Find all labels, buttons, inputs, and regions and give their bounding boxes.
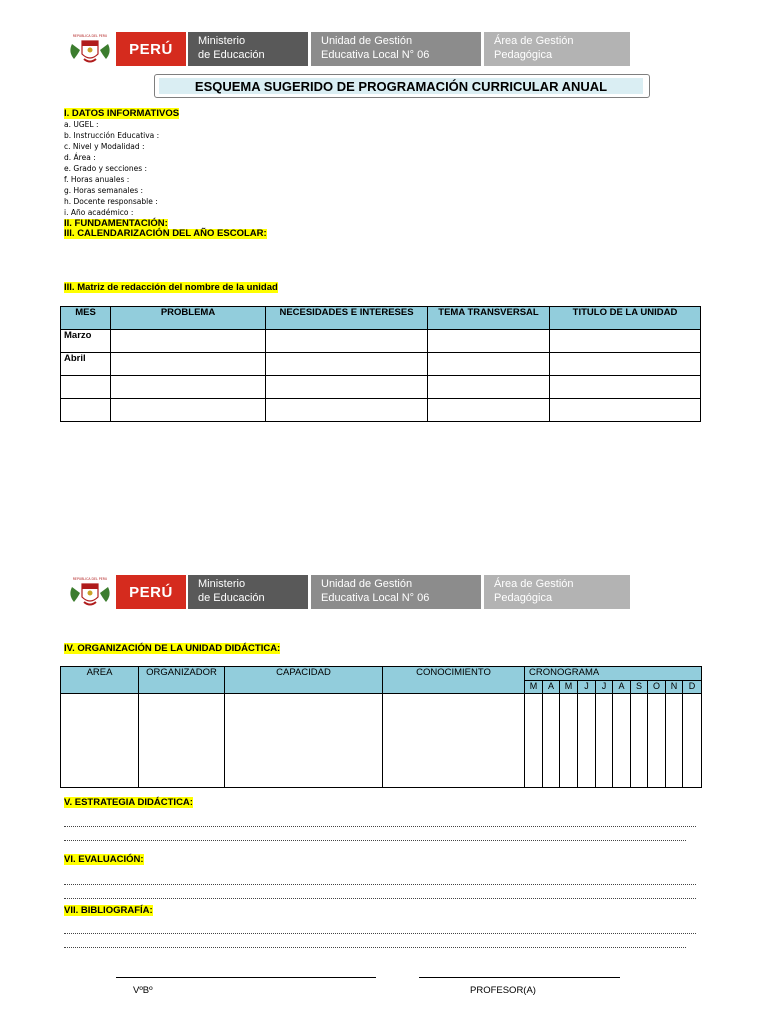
ministerio-line1: Ministerio: [198, 35, 246, 47]
table-row: [61, 399, 701, 422]
table-row: [61, 376, 701, 399]
unidad-col-conocimiento: CONOCIMIENTO: [383, 667, 525, 694]
table-cell[interactable]: [550, 376, 701, 399]
table-cell[interactable]: [428, 330, 550, 353]
table-cell[interactable]: [428, 399, 550, 422]
ministerio-box: [188, 575, 308, 609]
matrix-table: [60, 306, 701, 422]
month-cell: M: [560, 681, 578, 694]
ministerio-line1: Ministerio: [198, 578, 246, 590]
area-gestion-box: [484, 32, 630, 66]
ugel-line1: Unidad de Gestión: [321, 578, 413, 590]
month-cell: O: [648, 681, 666, 694]
datos-item: d. Área :: [64, 153, 96, 162]
table-row: [61, 353, 701, 376]
dotted-line[interactable]: [64, 840, 686, 841]
datos-item: g. Horas semanales :: [64, 186, 144, 195]
table-cell[interactable]: [61, 399, 111, 422]
table-cell[interactable]: [266, 330, 428, 353]
month-cell: M: [525, 681, 543, 694]
datos-item: a. UGEL :: [64, 120, 99, 129]
seal-caption: REPUBLICA DEL PERU: [72, 577, 108, 581]
table-cell[interactable]: [631, 694, 648, 788]
section-3-heading: III. CALENDARIZACIÓN DEL AÑO ESCOLAR:: [64, 228, 267, 239]
matrix-heading: III. Matriz de redacción del nombre de la unidad: [64, 282, 278, 293]
dotted-line[interactable]: [64, 947, 686, 948]
table-cell[interactable]: [139, 694, 225, 788]
table-cell[interactable]: [266, 353, 428, 376]
area-gestion-line1: Área de Gestión: [494, 578, 574, 590]
section-4-heading: IV. ORGANIZACIÓN DE LA UNIDAD DIDÁCTICA:: [64, 643, 281, 654]
document-title: ESQUEMA SUGERIDO DE PROGRAMACIÓN CURRICULAR ANUAL: [159, 78, 643, 94]
table-cell[interactable]: [525, 694, 543, 788]
seal-caption: REPUBLICA DEL PERU: [72, 34, 108, 38]
month-cell: A: [543, 681, 560, 694]
matrix-col-mes: MES: [61, 307, 111, 330]
section-1-heading: I. DATOS INFORMATIVOS: [64, 108, 180, 119]
peru-label: PERÚ: [116, 32, 186, 66]
table-cell[interactable]: [111, 399, 266, 422]
signature-line-vobo[interactable]: [116, 977, 376, 978]
ministerio-line2: de Educación: [198, 48, 265, 61]
table-cell[interactable]: [61, 376, 111, 399]
ugel-box: [311, 32, 481, 66]
table-cell[interactable]: [111, 376, 266, 399]
datos-item: c. Nivel y Modalidad :: [64, 142, 145, 151]
table-cell[interactable]: [266, 399, 428, 422]
matrix-col-tema: TEMA TRANSVERSAL: [428, 307, 550, 330]
table-row: [61, 330, 701, 353]
matrix-col-necesidades: NECESIDADES E INTERESES: [266, 307, 428, 330]
month-cell: S: [631, 681, 648, 694]
national-seal-icon: [64, 32, 116, 66]
unidad-table: [60, 666, 702, 788]
document-title-box: [154, 74, 650, 98]
table-cell[interactable]: [596, 694, 613, 788]
table-cell[interactable]: [428, 353, 550, 376]
section-6-heading: VI. EVALUACIÓN:: [64, 854, 144, 865]
table-row: [61, 694, 702, 788]
month-cell: J: [578, 681, 596, 694]
area-gestion-line2: Pedagógica: [494, 591, 553, 604]
unidad-col-area: AREA: [61, 667, 139, 694]
area-gestion-line2: Pedagógica: [494, 48, 553, 61]
dotted-line[interactable]: [64, 884, 696, 885]
table-cell[interactable]: [560, 694, 578, 788]
area-gestion-box: [484, 575, 630, 609]
table-cell[interactable]: [550, 330, 701, 353]
ministerio-line2: de Educación: [198, 591, 265, 604]
table-cell[interactable]: [61, 694, 139, 788]
month-cell: D: [683, 681, 702, 694]
table-cell[interactable]: Abril: [61, 353, 111, 376]
table-cell[interactable]: [543, 694, 560, 788]
month-cell: J: [596, 681, 613, 694]
header-banner: [64, 32, 630, 66]
table-cell[interactable]: [428, 376, 550, 399]
section-2-heading: II. FUNDAMENTACIÓN:: [64, 218, 168, 229]
unidad-col-organizador: ORGANIZADOR: [139, 667, 225, 694]
table-cell[interactable]: [683, 694, 702, 788]
table-cell[interactable]: [578, 694, 596, 788]
datos-item: h. Docente responsable :: [64, 197, 158, 206]
ugel-box: [311, 575, 481, 609]
table-cell[interactable]: [550, 353, 701, 376]
table-cell[interactable]: [648, 694, 666, 788]
header-banner-2: [64, 575, 630, 609]
profesor-label: PROFESOR(A): [470, 985, 536, 996]
datos-item: i. Año académico :: [64, 208, 134, 217]
table-cell[interactable]: [225, 694, 383, 788]
ugel-line1: Unidad de Gestión: [321, 35, 413, 47]
section-5-heading: V. ESTRATEGIA DIDÁCTICA:: [64, 797, 193, 808]
datos-item: f. Horas anuales :: [64, 175, 130, 184]
vobo-label: VºBº: [133, 985, 153, 996]
table-cell[interactable]: Marzo: [61, 330, 111, 353]
table-cell[interactable]: [111, 330, 266, 353]
datos-informativos-list: [64, 119, 159, 218]
month-cell: N: [666, 681, 683, 694]
month-cell: A: [613, 681, 631, 694]
matrix-col-problema: PROBLEMA: [111, 307, 266, 330]
area-gestion-line1: Área de Gestión: [494, 35, 574, 47]
ugel-line2: Educativa Local N° 06: [321, 591, 430, 604]
matrix-header-row: [61, 307, 701, 330]
peru-label: PERÚ: [116, 575, 186, 609]
table-cell[interactable]: [613, 694, 631, 788]
signature-line-profesor[interactable]: [419, 977, 620, 978]
ugel-line2: Educativa Local N° 06: [321, 48, 430, 61]
datos-item: b. Instrucción Educativa :: [64, 131, 160, 140]
national-seal-icon: [64, 575, 116, 609]
unidad-header-row: [61, 667, 702, 681]
section-7-heading: VII. BIBLIOGRAFÍA:: [64, 905, 153, 916]
table-cell[interactable]: [111, 353, 266, 376]
dotted-line[interactable]: [64, 933, 696, 934]
dotted-line[interactable]: [64, 826, 696, 827]
datos-item: e. Grado y secciones :: [64, 164, 148, 173]
matrix-col-titulo: TITULO DE LA UNIDAD: [550, 307, 701, 330]
table-cell[interactable]: [266, 376, 428, 399]
table-cell[interactable]: [666, 694, 683, 788]
ministerio-box: [188, 32, 308, 66]
dotted-line[interactable]: [64, 898, 696, 899]
unidad-col-cronograma: CRONOGRAMA: [525, 667, 702, 681]
table-cell[interactable]: [550, 399, 701, 422]
unidad-col-capacidad: CAPACIDAD: [225, 667, 383, 694]
table-cell[interactable]: [383, 694, 525, 788]
